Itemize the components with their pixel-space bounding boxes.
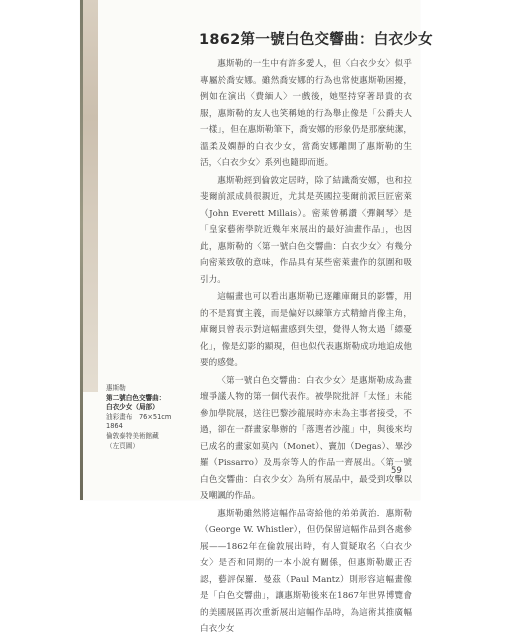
caption-collection: 倫敦泰特美術館藏 xyxy=(106,431,159,440)
caption-year: 1864 xyxy=(106,422,123,431)
page-title: 1862第一號白色交響曲：白衣少女 xyxy=(199,32,433,48)
image-caption xyxy=(106,384,184,451)
article-body xyxy=(200,56,412,639)
body-paragraph: 這幅畫也可以看出惠斯勒已逐離庫爾貝的影響，用的不是寫實主義，而是偏好以練筆方式精繪肖像主角，庫爾貝曾表示對這幅畫感到失望，覺得人物太過「縹憂化」，像是幻影的顯現，但也似代表惠斯勒成功地追成他要的感覺。 xyxy=(200,292,412,368)
caption-title: 第二號白色交響曲： xyxy=(106,393,166,402)
body-paragraph: 惠斯勒經到倫敦定居時，除了結識喬安娜，也和拉斐爾前派成員很親近，尤其是英國拉斐爾前派巨匠密萊（John Everett Millais）。密萊曾稱讚〈彈鋼琴〉是「皇家藝術學院近幾年來展出的最好油畫作品」，也因此，惠斯勒的〈第一號白色交響曲：白衣少女〉有幾分向密萊致敬的意味，作品具有某些密萊畫作的氛圍和吸引力。 xyxy=(200,175,412,285)
caption-subtitle: 白衣少女（局部） xyxy=(106,403,159,412)
body-paragraph: 惠斯勒雖然將這幅作品寄給他的弟弟黃治．惠斯勒（George W. Whistler），但仍保留這幅作品到各處參展——1862年在倫敦展出時，有人質疑取名〈白衣少女〉是否和同期的一本小說有關係，但惠斯勒嚴正否認，藝評保羅．曼茲（Paul Mantz）則形容這幅畫像是「白色交響曲」，讓惠斯勒後來在1867年世界博覽會的美國展區再次重新展出這幅作品時，為這術其推廣幅白衣少女 xyxy=(200,508,412,634)
caption-artist: 惠斯勒 xyxy=(106,384,126,392)
caption-medium: 油彩畫布 76×51cm xyxy=(106,412,172,421)
body-paragraph: 〈第一號白色交響曲：白衣少女〉是惠斯勒成為畫壇爭議人物的第一個代表作。被學院批評「太怪」未能參加學院展，送往巴黎沙龍展時亦未為主事者接受，不過，卻在一群畫家舉辦的「落選者沙龍」中，與後來均已成名的畫家如莫內（Monet）、竇加（Degas）、畢沙羅（Pissarro）及馬奈等人的作品一齊展出。〈第一號白色交響曲：白衣少女〉為所有展品中，最受到攻擊以及嘲諷的作品。 xyxy=(200,375,412,501)
facing-page-artwork-edge xyxy=(83,0,98,392)
caption-page-reference: （左頁圖） xyxy=(106,441,139,450)
body-paragraph: 惠斯勒的一生中有許多愛人，但〈白衣少女〉似乎專屬於喬安娜。雖然喬安娜的行為也常使惠斯勒困擾，例如在演出〈費緬人〉一戲後，她堅持穿著昂貴的衣服，惠斯勒的友人也笑稱她的行為舉止像是「公爵夫人一樣」，但在惠斯勒筆下，喬安娜的形象仍是那麼純潔，溫柔及嫻靜的白衣少女，當喬安娜離開了惠斯勒的生活，〈白衣少女〉系列也隨即而逝。 xyxy=(200,59,412,168)
page-number: 59 xyxy=(391,466,402,476)
